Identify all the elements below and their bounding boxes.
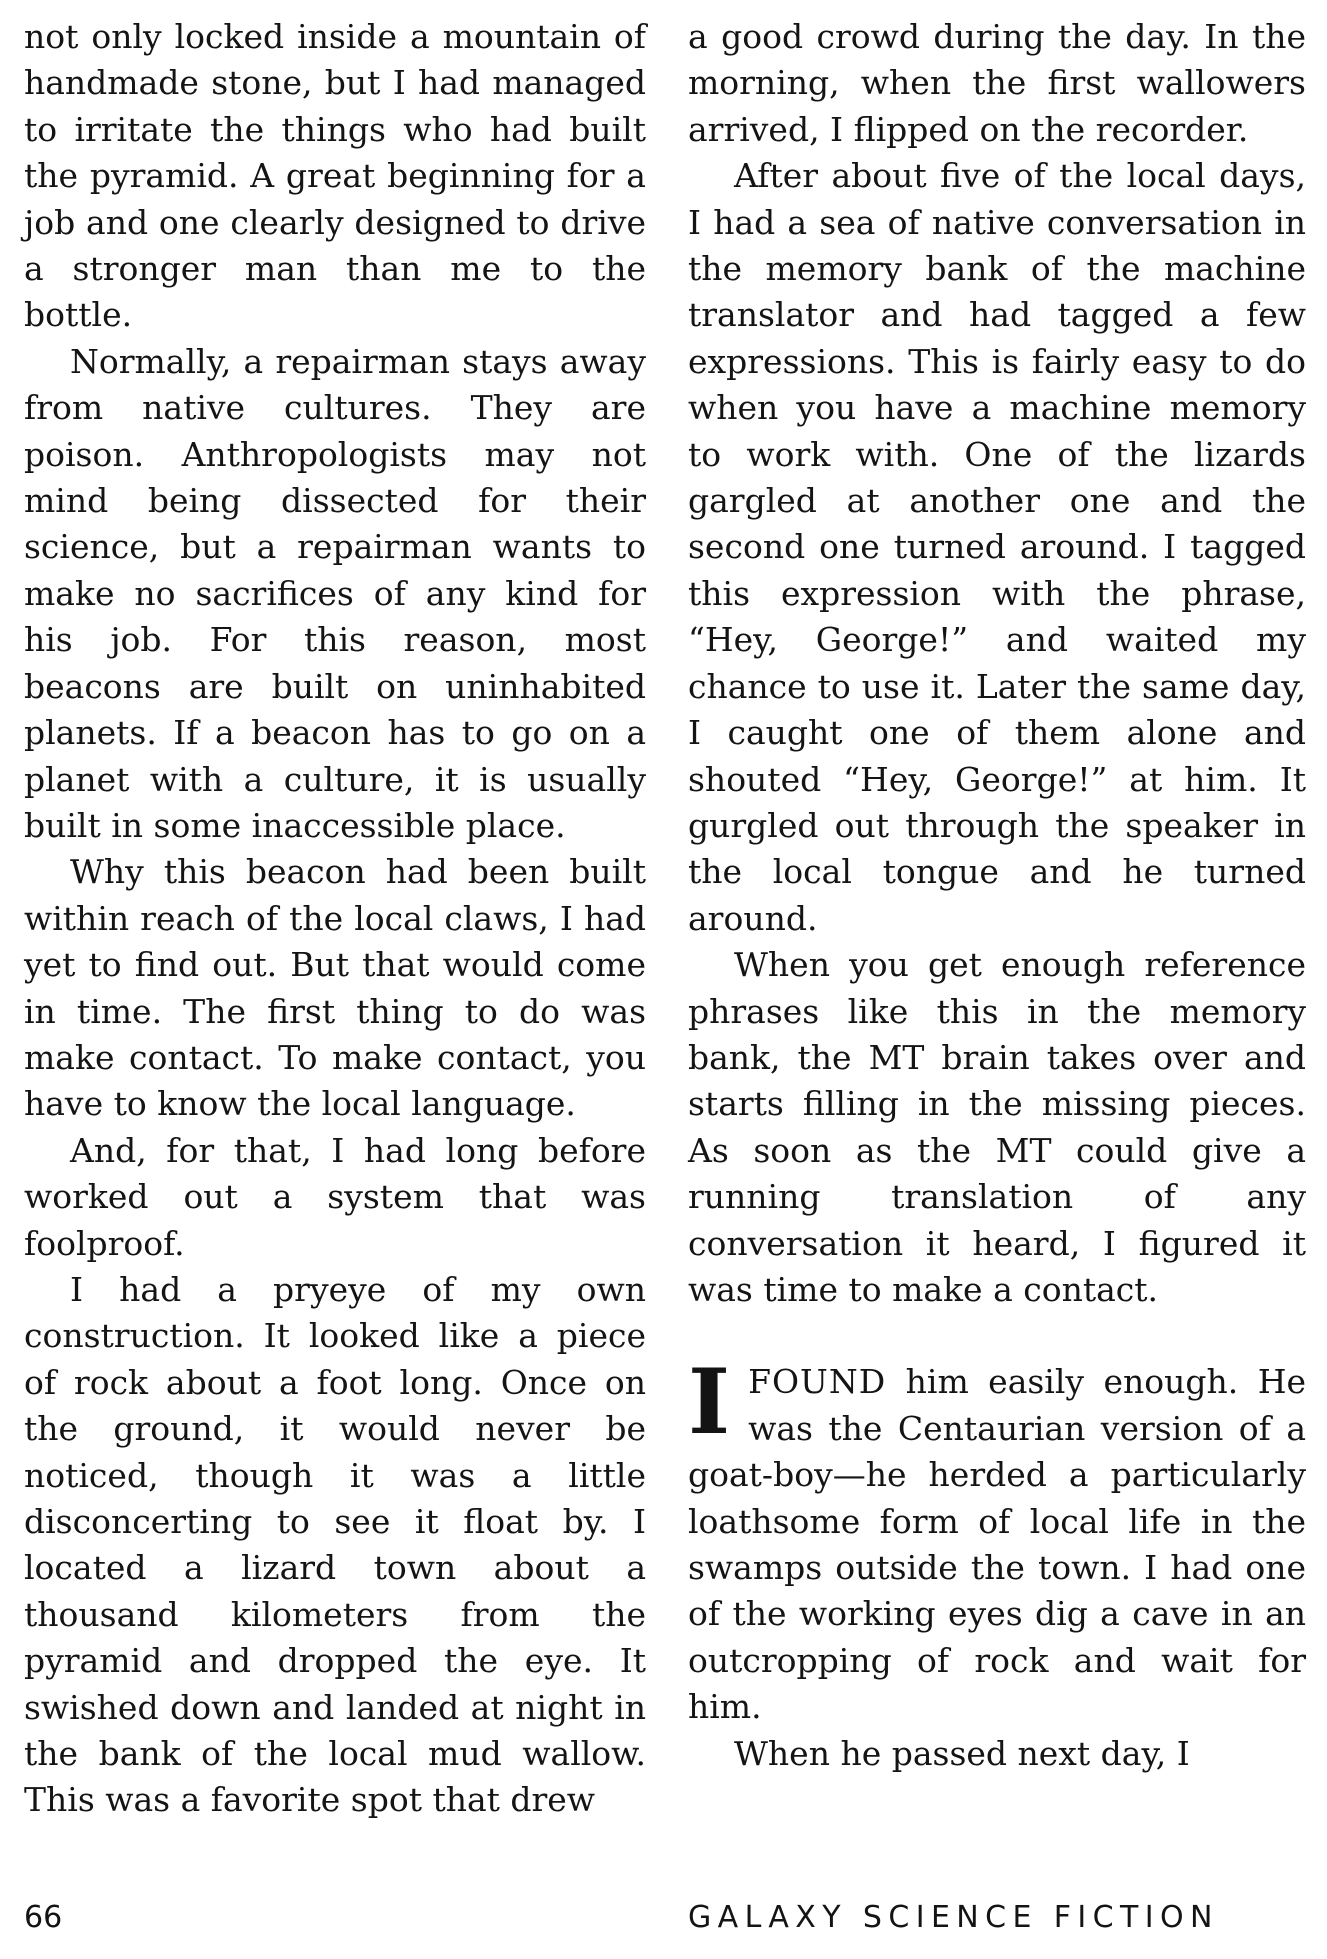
lead-in-caps: FOUND (748, 1362, 887, 1402)
paragraph: a good crowd during the day. In the morning, when the first wallowers arrived, I flipped on the recorder. (688, 17, 1306, 149)
section-opening-paragraph (688, 1349, 1306, 1730)
paragraph: When you get enough reference phrases like this in the memory bank, the MT brain takes over and starts filling in the missing pieces. As soon as the MT could give a running translation of any conversation it heard, I figured it was time to make a contact. (688, 945, 1306, 1309)
paragraph: After about five of the local days, I had a sea of native conversation in the memory bank of the machine translator and had tagged a few expressions. This is fairly easy to do when you have a machine memory to work with. One of the lizards gargled at another one and the second one turned around. I tagged this expression with the phrase, “Hey, George!” and waited my chance to use it. Later the same day, I caught one of them alone and shouted “Hey, George!” at him. It gurgled out through the speaker in the local tongue and he turned around. (688, 156, 1306, 938)
paragraph: When he passed next day, I (734, 1733, 1190, 1773)
paragraph: Why this beacon had been built within reach of the local claws, I had yet to find out. But that would come in time. The first thing to do was make contact. To make contact, you have to know the local language. (24, 852, 646, 1124)
paragraph: Normally, a repairman stays away from native cultures. They are poison. Anthropologists may not mind being dissected for their science, but a repairman wants to make no sacrifices of any kind for his job. For this reason, most beacons are built on uninhabited planets. If a beacon has to go on a planet with a culture, it is usually built in some inaccessible place. (24, 341, 646, 845)
page-number: 66 (24, 1900, 63, 1935)
drop-cap: I (688, 1349, 731, 1456)
right-column (688, 14, 1306, 1777)
section-opening-text: him easily enough. He was the Centaurian version of a goat-boy—he herded a particularly loathsome form of local life in the swamps outside the town. I had one of the working eyes dig a cave in an outcropping of rock and wait for him. (688, 1362, 1306, 1727)
paragraph: I had a pryeye of my own construction. It looked like a piece of rock about a foot long. Once on the ground, it would never be noticed, though it was a little disconcerting to see it float by. I located a lizard town about a thousand kilometers from the pyramid and dropped the eye. It swished down and landed at night in the bank of the local mud wallow. This was a favorite spot that drew (24, 1269, 646, 1820)
paragraph: And, for that, I had long before worked out a system that was foolproof. (24, 1130, 646, 1263)
paragraph: not only locked inside a mountain of handmade stone, but I had managed to irritate the things who had built the pyramid. A great beginning for a job and one clearly designed to drive a stronger man than me to the bottle. (24, 17, 646, 335)
left-column (24, 14, 646, 1824)
running-footer-title: GALAXY SCIENCE FICTION (688, 1900, 1219, 1935)
